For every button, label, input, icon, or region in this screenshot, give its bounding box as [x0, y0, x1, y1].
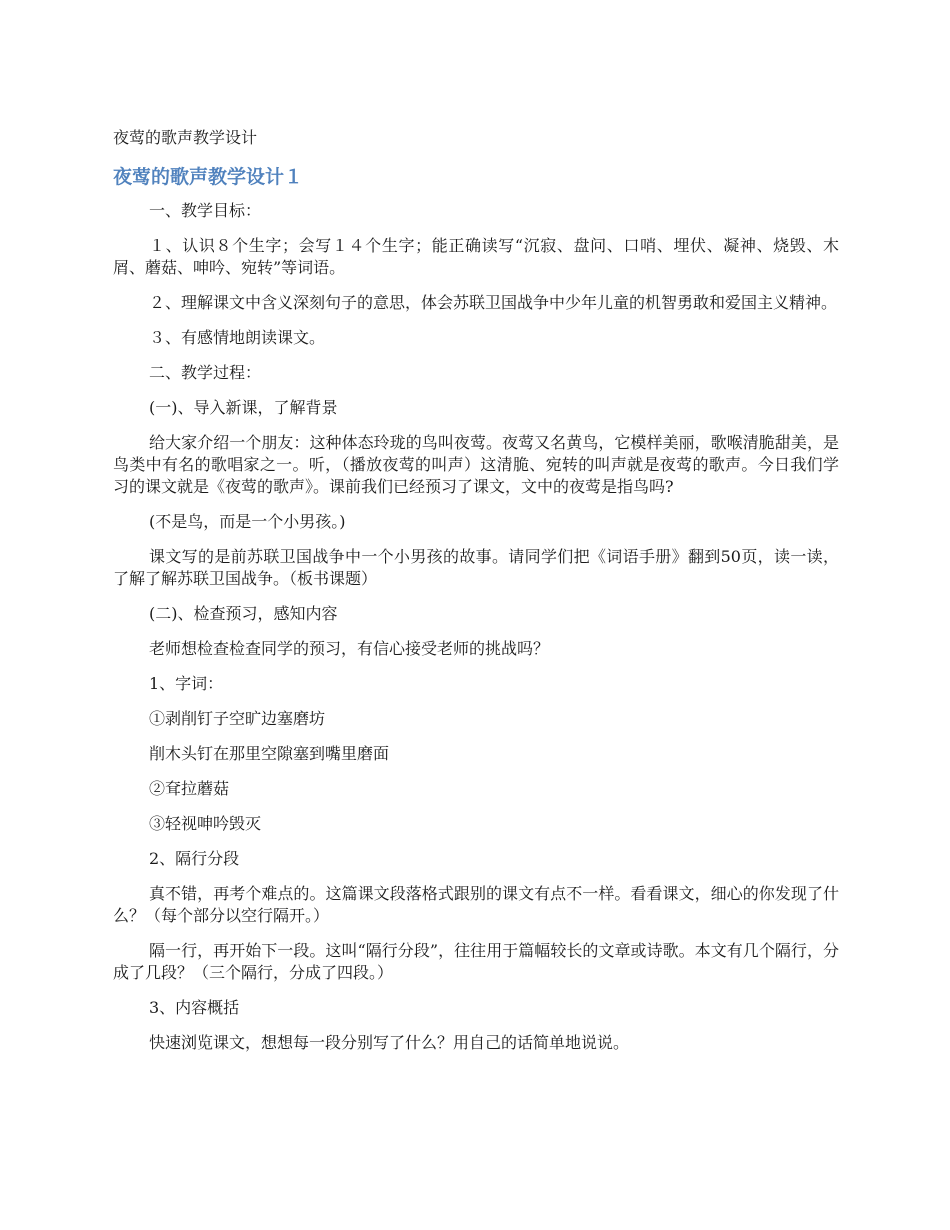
- paragraph-vocab-1: ①剥削钉子空旷边塞磨坊: [149, 709, 326, 728]
- paragraph-answer: (不是鸟，而是一个小男孩。): [149, 512, 346, 531]
- paragraph-vocab-1-usage: 削木头钉在那里空隙塞到嘴里磨面: [149, 744, 390, 763]
- paragraph-section-split-heading: 2、隔行分段: [149, 849, 240, 868]
- paragraph-vocab-heading: 1、字词：: [149, 674, 224, 693]
- paragraph-goal-3: ３、有感情地朗读课文。: [149, 328, 326, 347]
- paragraph-vocab-3: ③轻视呻吟毁灭: [149, 814, 262, 833]
- paragraph-section-split-question: 真不错，再考个难点的。这篇课文段落格式跟别的课文有点不一样。看看课文，细心的你发现了什么？（每个部分以空行隔开。）: [113, 884, 839, 925]
- paragraph-section-split-explanation: 隔一行，再开始下一段。这叫“隔行分段”，往往用于篇幅较长的文章或诗歌。本文有几个隔行，分成了几段？（三个隔行，分成了四段。）: [113, 941, 839, 982]
- paragraph-challenge: 老师想检查检查同学的预习，有信心接受老师的挑战吗？: [149, 639, 550, 658]
- paragraph-goal-2: ２、理解课文中含义深刻句子的意思，体会苏联卫国战争中少年儿童的机智勇敢和爱国主义精神。: [149, 293, 838, 312]
- paragraph-step-1-heading: (一)、导入新课，了解背景: [149, 398, 338, 417]
- document-title: 夜莺的歌声教学设计: [113, 128, 258, 147]
- paragraph-vocab-2: ②耷拉蘑菇: [149, 779, 230, 798]
- paragraph-goal-1: １、认识８个生字；会写１４个生字；能正确读写“沉寂、盘问、口哨、埋伏、凝神、烧毁、木屑、蘑菇、呻吟、宛转”等词语。: [113, 236, 839, 277]
- paragraph-summary-task: 快速浏览课文，想想每一段分别写了什么？用自己的话简单地说说。: [149, 1033, 630, 1052]
- document-body: [113, 200, 839, 1054]
- paragraph-step-2-heading: (二)、检查预习，感知内容: [149, 604, 338, 623]
- document-page: [113, 126, 839, 1067]
- section-heading: 夜莺的歌声教学设计１: [113, 166, 304, 188]
- paragraph-summary-heading: 3、内容概括: [149, 998, 240, 1017]
- paragraph-introduction: 给大家介绍一个朋友：这种体态玲珑的鸟叫夜莺。夜莺又名黄鸟，它模样美丽，歌喉清脆甜美，是鸟类中有名的歌唱家之一。听，（播放夜莺的叫声）这清脆、宛转的叫声就是夜莺的歌声。今日我们学习的课文就是《夜莺的歌声》。课前我们已经预习了课文，文中的夜莺是指鸟吗?: [113, 433, 839, 496]
- paragraph-background: 课文写的是前苏联卫国战争中一个小男孩的故事。请同学们把《词语手册》翻到50页，读一读，了解了解苏联卫国战争。（板书课题）: [113, 547, 839, 588]
- paragraph-process-heading: 二、教学过程：: [149, 363, 262, 382]
- paragraph-goals-heading: 一、教学目标：: [149, 201, 262, 220]
